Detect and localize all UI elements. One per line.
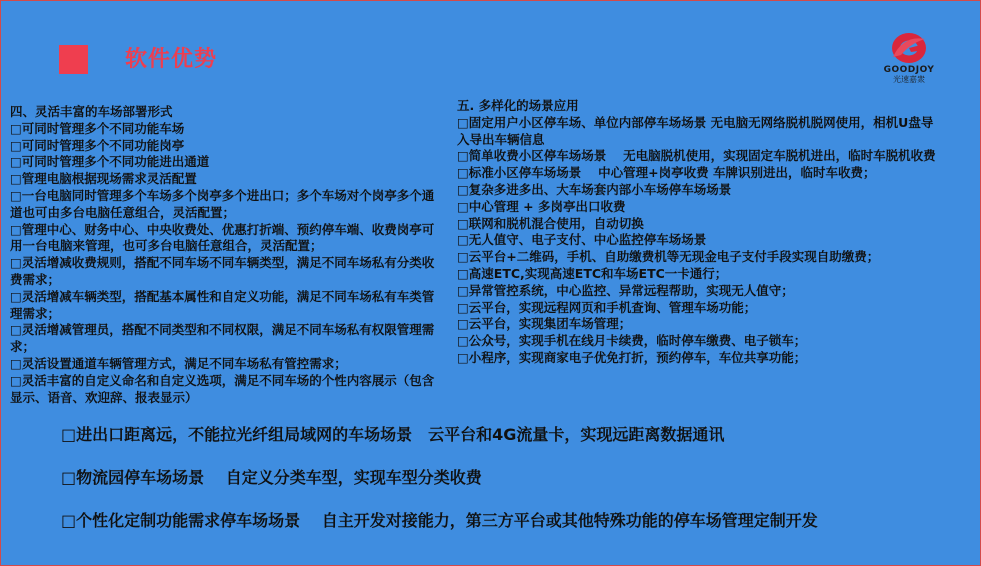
scenario-item: □固定用户小区停车场、单位内部停车场场景 无电脑无网络脱机脱网使用，相机U盘导入导出车辆信息	[457, 114, 934, 147]
title-marker	[59, 45, 88, 74]
deployment-item: □管理中心、财务中心、中央收费处、优惠打折端、预约停车端、收费岗亭可用一台电脑来管理，也可多台电脑任意组合，灵活配置；	[10, 221, 435, 254]
slide-title: 软件优势	[125, 47, 218, 72]
deployment-item: □灵活增减车辆类型，搭配基本属性和自定义功能，满足不同车场私有车类管理需求；	[10, 288, 435, 321]
goodjoy-logo-icon	[889, 31, 929, 65]
scenario-item: □异常管控系统，中心监控、异常远程帮助，实现无人值守；	[457, 282, 794, 298]
deployment-item: □可同时管理多个不同功能车场	[10, 120, 185, 136]
deployment-item: □可同时管理多个不同功能进出通道	[10, 154, 210, 170]
company-logo	[877, 31, 941, 89]
scenario-item: □无人值守、电子支付、中心监控停车场场景	[457, 232, 707, 248]
scenario-item: □复杂多进多出、大车场套内部小车场停车场场景	[457, 181, 732, 197]
scenario-item: □公众号，实现手机在线月卡续费，临时停车缴费、电子锁车；	[457, 333, 807, 349]
scenario-section	[457, 98, 945, 367]
bottom-scenario-logistics: □物流园停车场场景 自定义分类车型，实现车型分类收费	[61, 468, 482, 487]
deployment-section	[10, 104, 442, 406]
scenario-item: □中心管理 + 多岗亭出口收费	[457, 198, 626, 214]
scenario-item: □云平台，实现集团车场管理；	[457, 316, 632, 332]
scenario-heading: 五. 多样化的场景应用	[457, 98, 579, 113]
deployment-item: □管理电脑根据现场需求灵活配置	[10, 171, 197, 187]
bottom-scenario-remote: □进出口距离远，不能拉光纤组局域网的车场场景 云平台和4G流量卡，实现远距离数据通讯	[61, 425, 725, 444]
scenario-item: □高速ETC,实现高速ETC和车场ETC一卡通行；	[457, 265, 728, 281]
scenario-item: □云平台，实现远程网页和手机查询、管理车场功能；	[457, 299, 757, 315]
scenario-item: □云平台+二维码，手机、自助缴费机等无现金电子支付手段实现自助缴费；	[457, 249, 880, 265]
deployment-heading: 四、灵活丰富的车场部署形式	[10, 104, 173, 119]
logo-name: GOODJOY	[883, 65, 935, 75]
scenario-item: □标准小区停车场场景 中心管理+岗亭收费 车牌识别进出，临时车收费；	[457, 165, 876, 181]
deployment-item: □灵活设置通道车辆管理方式，满足不同车场私有管控需求；	[10, 355, 347, 371]
scenario-item: □联网和脱机混合使用，自动切换	[457, 215, 644, 231]
bottom-scenario-custom: □个性化定制功能需求停车场场景 自主开发对接能力，第三方平台或其他特殊功能的停车场管理定制开发	[61, 511, 818, 530]
scenario-item: □小程序，实现商家电子优免打折，预约停车，车位共享功能；	[457, 349, 807, 365]
deployment-item: □灵活增减管理员，搭配不同类型和不同权限，满足不同车场私有权限管理需求；	[10, 322, 435, 355]
logo-subtitle: 光速嘉衆	[893, 75, 925, 84]
deployment-item: □灵活丰富的自定义命名和自定义选项，满足不同车场的个性内容展示（包含显示、语音、欢迎辞、报表显示）	[10, 372, 435, 405]
deployment-item: □可同时管理多个不同功能岗亭	[10, 137, 185, 153]
scenario-item: □简单收费小区停车场场景 无电脑脱机使用，实现固定车脱机进出，临时车脱机收费	[457, 148, 936, 164]
deployment-item: □一台电脑同时管理多个车场多个岗亭多个进出口；多个车场对个岗亭多个通道也可由多台电脑任意组合，灵活配置；	[10, 187, 435, 220]
deployment-item: □灵活增减收费规则，搭配不同车场不同车辆类型，满足不同车场私有分类收费需求；	[10, 255, 435, 287]
